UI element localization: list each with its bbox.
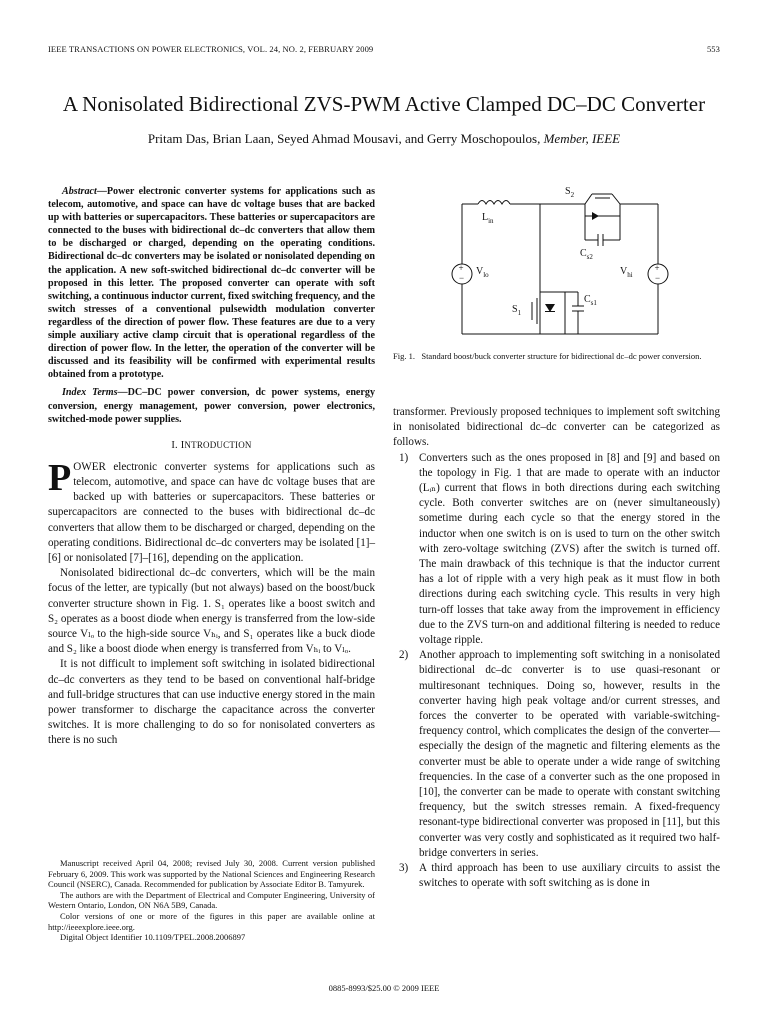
abstract-text: —Power electronic converter systems for applications such as telecom, automotive, and space can have dc voltage buses that are backed up with batteries or supercapacitors. These batteries or supercapacitors are connected to the buses with bidirectional dc–dc converters that allow them to be discharged or charged, depending on the operating conditions. Bidirectional dc–dc converters may be isolated or nonisolated depending on the application. A new soft-switched bidirectional dc–dc converter will be proposed in this letter. The proposed converter can operate with soft switching, a continuous inductor current, fixed switching frequency, and the switch stresses of a conventional pulsewidth modulation converter regardless of the direction of power flow. These features are due to a very simple auxiliary active clamp circuit that is operational regardless of the direction of power flow. In the letter, the operation of the converter will be discussed and its feasibility will be confirmed with experimental results obtained from a prototype. xyxy=(48,186,375,381)
svg-text:+: + xyxy=(458,263,464,273)
right-column xyxy=(393,405,720,892)
intro-paragraph-3: It is not difficult to implement soft switching in isolated bidirectional dc–dc converters as they tend to be based on conventional half-bridge and full-bridge structures that can use inductive energy stored in the main power transformer to discharge the capacitance across the converter switches. It is more challenging to do so for nonisolated converters as there is no such xyxy=(48,658,375,747)
list-item: 2) Another approach to implementing soft switching in a nonisolated bidirectional dc–dc converter is to use quasi-resonant or multiresonant techniques. Doing so, however, results in the converter having high peak voltage and/or current stresses, and forces the converter to be operated with variable-switching-frequency control, which complicates the design of the converter—especially the design of the magnetic and filtering elements as the converter must be able to operate under a wide range of switching frequencies. In the case of a converter such as the one proposed in [10], the converter can be made to operate with constant switching frequency, but the switch stresses remain. A fixed-frequency resonant-type bidirectional converter was proposed in [11], but this converter was very costly and sophisticated as it required two half-bridge converters in series. xyxy=(399,649,720,859)
label-cs1: $C_{s1}$ xyxy=(584,294,597,307)
label-vhi: $V_{hi}$ xyxy=(620,266,633,279)
label-cs2: $C_{s2}$ xyxy=(580,248,593,261)
technique-list xyxy=(393,451,720,892)
right-intro-paragraph: transformer. Previously proposed techniques to implement soft switching in nonisolated bidirectional dc–dc converter can be categorized as follows. xyxy=(393,406,720,449)
svg-text:−: − xyxy=(459,273,465,283)
footnote-color-versions: Color versions of one or more of the figures in this paper are available online at http://ieeexplore.ieee.org. xyxy=(48,910,375,932)
intro-paragraph-1: POWER electronic converter systems for applications such as telecom, automotive, and space can have dc voltage buses that are backed up with batteries or supercapacitors. These batteries or supercapacitors are connected to the buses with bidirectional dc–dc converters that allow them to be discharged or charged, depending on the operating conditions. Bidirectional dc–dc converters may be isolated [1]–[6] or nonisolated [7]–[16], depending on the application. xyxy=(48,456,375,564)
index-terms-lead: Index Terms xyxy=(62,387,118,399)
circuit-diagram xyxy=(440,180,680,350)
footnote-affiliation: The authors are with the Department of Electrical and Computer Engineering, University of Western Ontario, London, ON N6A 5B9, Canada. xyxy=(48,889,375,911)
label-s2: $S_2$ xyxy=(565,186,575,199)
author-membership: Member, IEEE xyxy=(543,131,621,146)
label-lin: $L_{in}$ xyxy=(482,212,494,225)
section-heading-introduction: I. INTRODUCTION xyxy=(171,439,252,451)
intro-paragraph-2: Nonisolated bidirectional dc–dc converters, which will be the main focus of the letter, are typically (but not always) based on the boost/buck converter structure shown in Fig. 1. S₁ operates like a boost switch and S₂ operates as a boost diode when energy is transferred from the low-side source Vₗₒ to the high-side source Vₕᵢ, and S₁ operates like a buck diode and S₂ like a boost diode when energy is transferred from Vₕᵢ to Vₗₒ. xyxy=(48,567,375,656)
figure-1-caption xyxy=(393,351,720,362)
page-number: 553 xyxy=(706,44,720,54)
author-names: Pritam Das, Brian Laan, Seyed Ahmad Mousavi, and Gerry Moschopoulos, xyxy=(147,131,541,146)
paper-title: A Nonisolated Bidirectional ZVS-PWM Active Clamped DC–DC Converter xyxy=(62,92,706,116)
label-vlo: $V_{lo}$ xyxy=(476,266,489,279)
running-header xyxy=(48,44,720,54)
introduction-body xyxy=(48,456,375,749)
author-line xyxy=(0,131,768,147)
abstract-lead: Abstract xyxy=(62,186,97,197)
footnote xyxy=(48,858,375,943)
list-item: 1) Converters such as the ones proposed in [8] and [9] and based on the topology in Fig. 1 that are made to operate with an inductor (Lᵢₙ) current that flows in both directions during each switching cycle. Both converter switches are on (never simultaneously) sometime during each cycle so that the energy stored in the inductor when one switch is on is used to turn on the other switch with zero-voltage switching (ZVS) after the switch is turned off. The main drawback of this technique is that the inductor current has a lot of ripple with a very high peak as it must flow in both directions during each switching cycle. This results in very high turn-off losses that take away from the improvement in efficiency due to the ZVS turn-on and additional filtering is needed to reduce voltage ripple. xyxy=(399,451,720,647)
copyright-line: 0885-8993/$25.00 © 2009 IEEE xyxy=(328,983,440,993)
journal-name: IEEE TRANSACTIONS ON POWER ELECTRONICS, VOL. 24, NO. 2, FEBRUARY 2009 xyxy=(48,44,374,54)
label-s1: $S_1$ xyxy=(512,304,522,317)
footnote-manuscript: Manuscript received April 04, 2008; revised July 30, 2008. Current version published February 6, 2009. This work was supported by the National Sciences and Engineering Research Council (NSERC), Canada. Recommended for publication by Associate Editor B. Tamyurek. xyxy=(48,858,375,890)
svg-text:−: − xyxy=(655,273,661,283)
drop-cap: P xyxy=(48,456,72,499)
index-terms xyxy=(48,386,375,425)
caption-text: Standard boost/buck converter structure for bidirectional dc–dc power conversion. xyxy=(421,351,702,361)
list-item: 3) A third approach has been to use auxiliary circuits to assist the switches to operate with soft switching as is done in xyxy=(399,862,720,890)
svg-text:+: + xyxy=(654,263,660,273)
index-terms-text: —DC–DC power conversion, dc power systems, energy conversion, energy management, power conversion, power electronics, switched-mode power supplies. xyxy=(48,387,375,425)
footnote-doi: Digital Object Identifier 10.1109/TPEL.2008.2006897 xyxy=(60,932,246,943)
figure-1 xyxy=(440,180,680,350)
abstract xyxy=(48,185,375,381)
caption-number: Fig. 1. xyxy=(393,351,415,361)
left-column xyxy=(48,185,375,749)
